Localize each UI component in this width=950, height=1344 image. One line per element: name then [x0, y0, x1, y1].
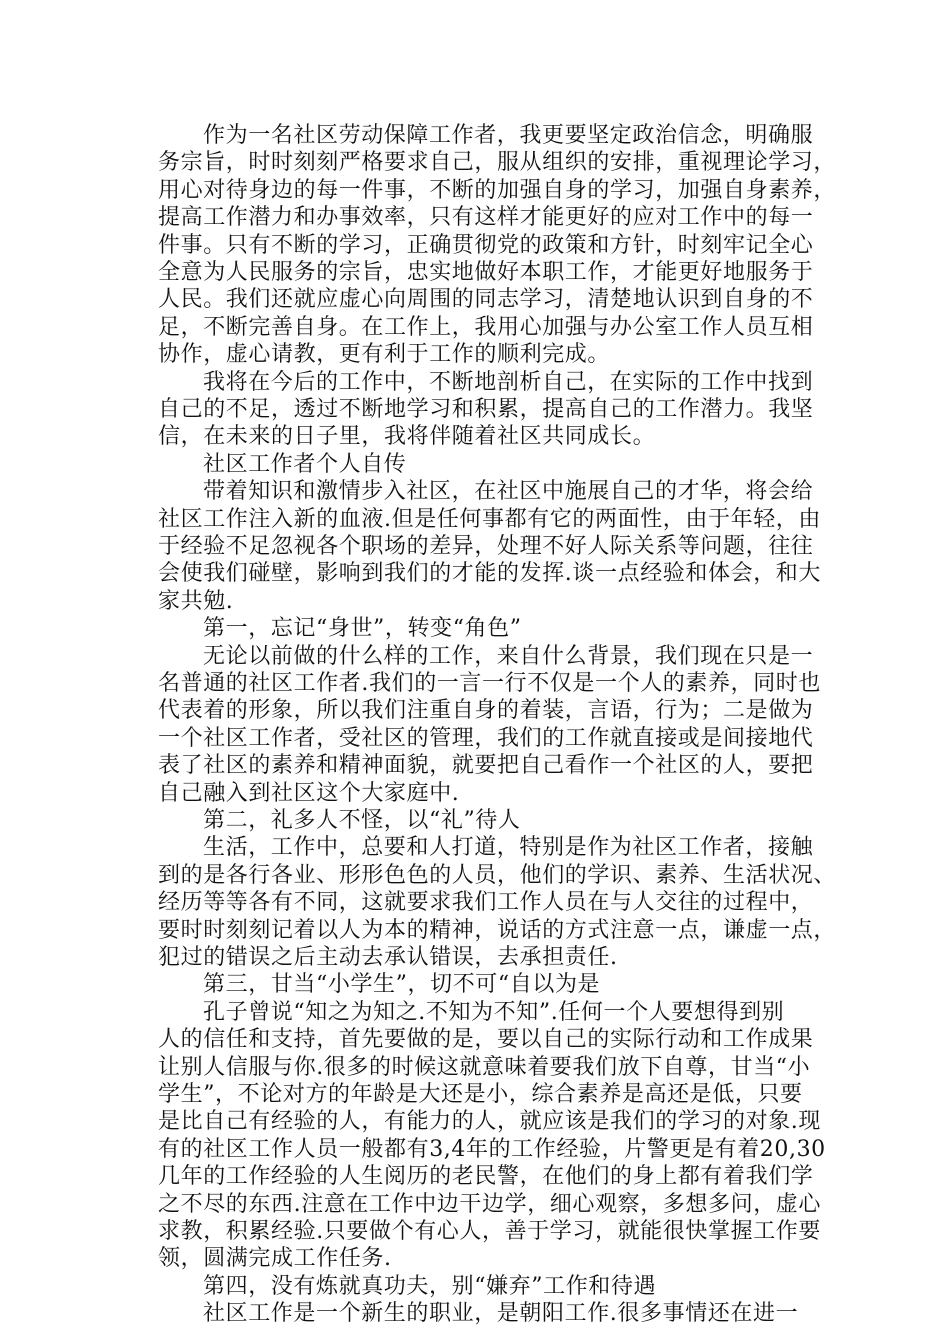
text-line: 是比自己有经验的人，有能力的人，就应该是我们的学习的对象.现: [158, 1109, 821, 1134]
text-line: 几年的工作经验的人生阅历的老民警，在他们的身上都有着我们学: [158, 1164, 814, 1189]
text-line: 领，圆满完成工作任务.: [158, 1246, 392, 1271]
text-line: 提高工作潜力和办事效率，只有这样才能更好的应对工作中的每一: [158, 205, 814, 230]
text-line: 人民。我们还就应虚心向周围的同志学习，清楚地认识到自身的不: [158, 287, 814, 312]
text-line: 社区工作是一个新生的职业，是朝阳工作.很多事情还在进一: [203, 1301, 799, 1326]
text-line: 带着知识和激情步入社区，在社区中施展自己的才华，将会给: [203, 479, 814, 504]
text-line: 第四，没有炼就真功夫，别“嫌弃”工作和待遇: [203, 1274, 657, 1299]
text-line: 要时时刻刻记着以人为本的精神，说话的方式注意一点，谦虚一点，: [158, 918, 837, 943]
text-line: 学生”，不论对方的年龄是大还是小，综合素养是高还是低，只要: [158, 1082, 803, 1107]
text-line: 信，在未来的日子里，我将伴随着社区共同成长。: [158, 424, 656, 449]
text-line: 全意为人民服务的宗旨，忠实地做好本职工作，才能更好地服务于: [158, 260, 814, 285]
text-line: 作为一名社区劳动保障工作者，我更要坚定政治信念，明确服: [203, 123, 814, 148]
text-line: 我将在今后的工作中，不断地剖析自己，在实际的工作中找到: [203, 370, 814, 395]
text-line: 家共勉.: [158, 589, 234, 614]
text-line: 生活，工作中，总要和人打道，特别是作为社区工作者，接触: [203, 835, 814, 860]
text-line: 会使我们碰壁，影响到我们的才能的发挥.谈一点经验和体会，和大: [158, 561, 821, 586]
text-line: 到的是各行各业、形形色色的人员，他们的学识、素养、生活状况、: [158, 863, 837, 888]
text-line: 有的社区工作人员一般都有3,4年的工作经验，片警更是有着20,30: [158, 1137, 826, 1162]
text-line: 求教，积累经验.只要做个有心人，善于学习，就能很快掌握工作要: [158, 1219, 821, 1244]
text-line: 社区工作注入新的血液.但是任何事都有它的两面性，由于年轻，由: [158, 507, 821, 532]
text-line: 孔子曾说“知之为知之.不知为不知”.任何一个人要想得到别: [203, 1000, 785, 1025]
text-line: 件事。只有不断的学习，正确贯彻党的政策和方针，时刻牢记全心: [158, 233, 814, 258]
text-line: 足，不断完善自身。在工作上，我用心加强与办公室工作人员互相: [158, 315, 814, 340]
text-line: 名普通的社区工作者.我们的一言一行不仅是一个人的素养，同时也: [158, 671, 821, 696]
text-line: 第三，甘当“小学生”，切不可“自以为是: [203, 972, 601, 997]
text-line: 犯过的错误之后主动去承认错误，去承担责任.: [158, 945, 618, 970]
text-line: 用心对待身边的每一件事，不断的加强自身的学习，加强自身素养，: [158, 178, 837, 203]
text-line: 第一，忘记“身世”，转变“角色”: [203, 616, 522, 641]
text-line: 人的信任和支持，首先要做的是，要以自己的实际行动和工作成果: [158, 1027, 814, 1052]
text-line: 协作，虚心请教，更有利于工作的顺利完成。: [158, 342, 611, 367]
text-line: 自己融入到社区这个大家庭中.: [158, 781, 460, 806]
text-line: 经历等等各有不同，这就要求我们工作人员在与人交往的过程中，: [158, 890, 814, 915]
text-line: 让别人信服与你.很多的时候这就意味着要我们放下自尊，甘当“小: [158, 1055, 811, 1080]
text-line: 于经验不足忽视各个职场的差异，处理不好人际关系等问题，往往: [158, 534, 814, 559]
text-line: 自己的不足，透过不断地学习和积累，提高自己的工作潜力。我坚: [158, 397, 814, 422]
text-line: 务宗旨，时时刻刻严格要求自己，服从组织的安排，重视理论学习，: [158, 150, 837, 175]
text-line: 社区工作者个人自传: [203, 452, 407, 477]
text-line: 之不尽的东西.注意在工作中边干边学，细心观察，多想多问，虚心: [158, 1192, 821, 1217]
text-line: 表了社区的素养和精神面貌，就要把自己看作一个社区的人，要把: [158, 753, 814, 778]
text-line: 一个社区工作者，受社区的管理，我们的工作就直接或是间接地代: [158, 726, 814, 751]
text-line: 第二，礼多人不怪，以“礼”待人: [203, 808, 521, 833]
text-line: 代表着的形象，所以我们注重自身的着装，言语，行为；二是做为: [158, 698, 814, 723]
text-line: 无论以前做的什么样的工作，来自什么背景，我们现在只是一: [203, 644, 814, 669]
